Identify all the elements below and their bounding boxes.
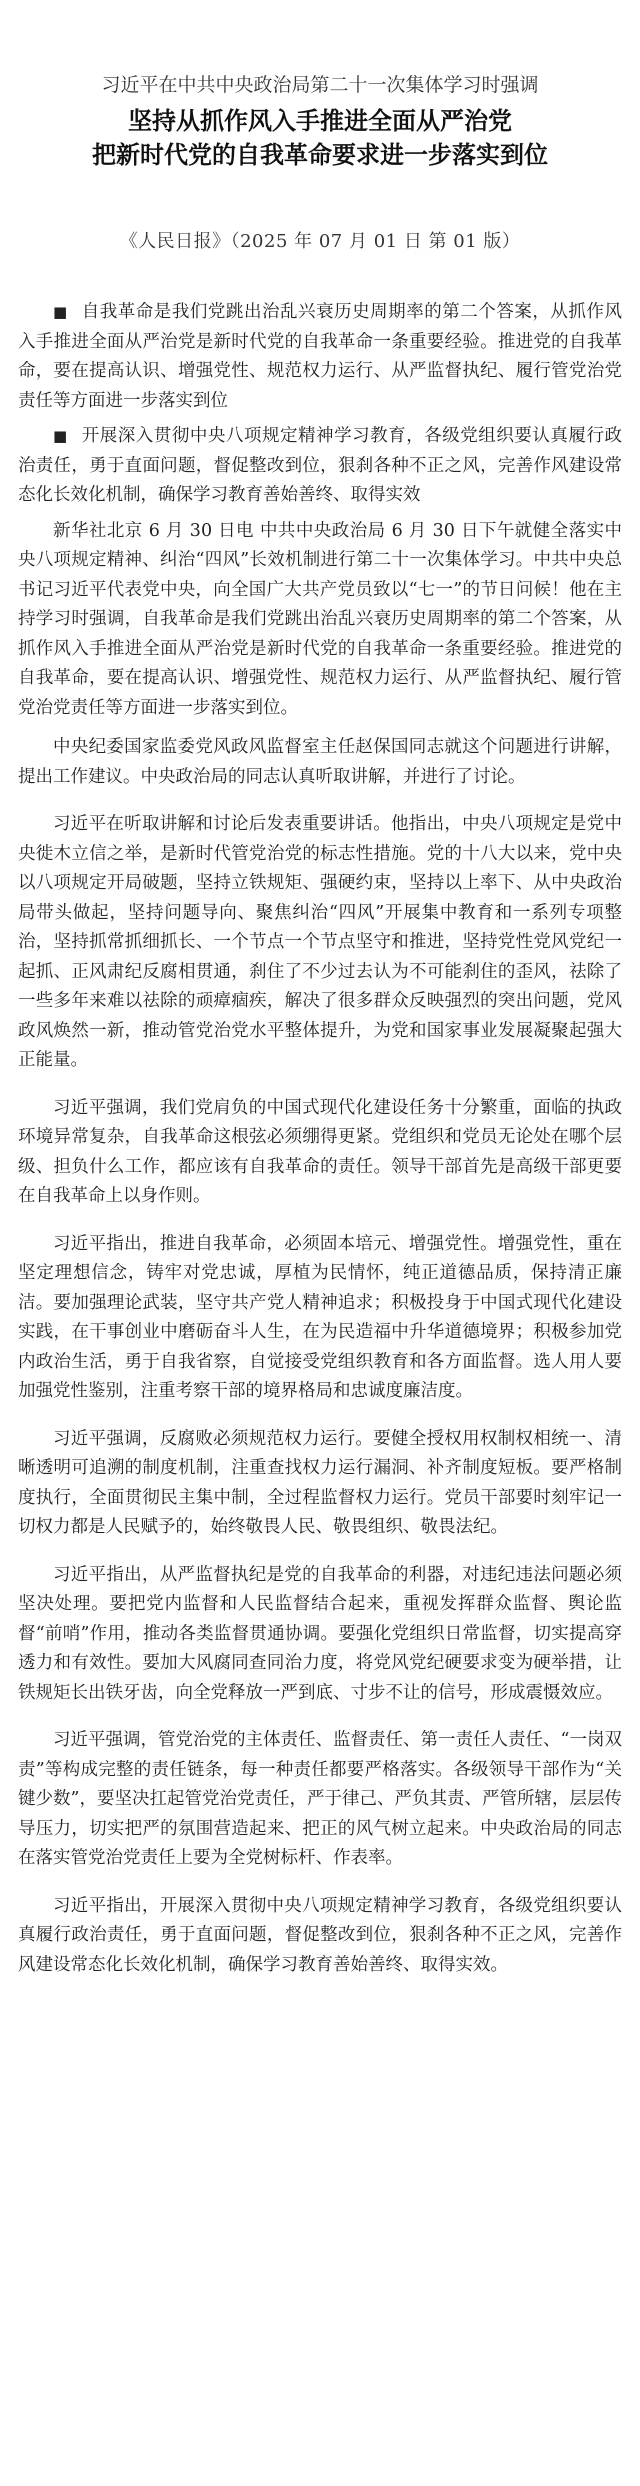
article-source: 《人民日报》（2025 年 07 月 01 日 第 01 版） xyxy=(119,231,521,252)
headline-line-2: 把新时代党的自我革命要求进一步落实到位 xyxy=(92,140,548,169)
body-paragraph: 习近平强调，反腐败必须规范权力运行。要健全授权用权制权相统一、清晰透明可追溯的制度机制，注重查找权力运行漏洞、补齐制度短板。要严格制度执行，全面贯彻民主集中制，全过程监督权力运行。党员干部要时刻牢记一切权力都是人民赋予的，始终敬畏人民、敬畏组织、敬畏法纪。 xyxy=(18,1428,622,1537)
article-kicker: 习近平在中共中央政治局第二十一次集体学习时强调 xyxy=(101,74,539,96)
summary-item xyxy=(18,298,622,416)
summary-text: 开展深入贯彻中央八项规定精神学习教育，各级党组织要认真履行政治责任，勇于直面问题，督促整改到位，狠刹各种不正之风，完善作风建设常态化长效化机制，确保学习教育善始善终、取得实效 xyxy=(18,426,622,505)
headline-line-1: 坚持从抓作风入手推进全面从严治党 xyxy=(128,106,512,135)
body-paragraph: 习近平指出，开展深入贯彻中央八项规定精神学习教育，各级党组织要认真履行政治责任，勇于直面问题，督促整改到位，狠刹各种不正之风，完善作风建设常态化长效化机制，确保学习教育善始善终、取得实效。 xyxy=(18,1895,622,1975)
article-body xyxy=(18,517,622,1981)
article-headline xyxy=(18,104,622,172)
body-paragraph: 习近平指出，从严监督执纪是党的自我革命的利器，对违纪违法问题必须坚决处理。要把党内监督和人民监督结合起来，重视发挥群众监督、舆论监督“前哨”作用，推动各类监督贯通协调。要强化党组织日常监督，切实提高穿透力和有效性。要加大风腐同查同治力度，将党风党纪硬要求变为硬举措，让铁规矩长出铁牙齿，向全党释放一严到底、寸步不让的信号，形成震慑效应。 xyxy=(18,1564,622,1703)
square-bullet-icon: ■ xyxy=(53,303,68,321)
body-paragraph: 中央纪委国家监委党风政风监督室主任赵保国同志就这个问题进行讲解，提出工作建议。中央政治局的同志认真听取讲解，并进行了讨论。 xyxy=(18,737,622,787)
body-paragraph: 习近平在听取讲解和讨论后发表重要讲话。他指出，中央八项规定是党中央徙木立信之举，是新时代管党治党的标志性措施。党的十八大以来，党中央以八项规定开局破题，坚持立铁规矩、强硬约束，坚持以上率下、从中央政治局带头做起，坚持问题导向、聚焦纠治“四风”开展集中教育和一系列专项整治，坚持抓常抓细抓长、一个节点一个节点坚守和推进，坚持党性党风党纪一起抓、正风肃纪反腐相贯通，刹住了不少过去认为不可能刹住的歪风，祛除了一些多年来难以祛除的顽瘴痼疾，解决了很多群众反映强烈的突出问题，党风政风焕然一新，推动管党治党水平整体提升，为党和国家事业发展凝聚起强大正能量。 xyxy=(18,814,622,1070)
body-paragraph: 新华社北京 6 月 30 日电 中共中央政治局 6 月 30 日下午就健全落实中央八项规定精神、纠治“四风”长效机制进行第二十一次集体学习。中共中央总书记习近平代表党中央，向全国广大共产党员致以“七一”的节日问候！他在主持学习时强调，自我革命是我们党跳出治乱兴衰历史周期率的第二个答案，从抓作风入手推进全面从严治党是新时代党的自我革命一条重要经验。推进党的自我革命，要在提高认识、增强党性、规范权力运行、从严监督执纪、履行管党治党责任等方面进一步落实到位。 xyxy=(18,520,622,718)
article-summary xyxy=(18,298,622,511)
body-paragraph: 习近平强调，管党治党的主体责任、监督责任、第一责任人责任、“一岗双责”等构成完整的责任链条，每一种责任都要严格落实。各级领导干部作为“关键少数”，要坚决扛起管党治党责任，严于律己、严负其责、严管所辖，层层传导压力，切实把严的氛围营造起来、把正的风气树立起来。中央政治局的同志在落实管党治党责任上要为全党树标杆、作表率。 xyxy=(18,1730,622,1868)
body-paragraph: 习近平强调，我们党肩负的中国式现代化建设任务十分繁重，面临的执政环境异常复杂，自我革命这根弦必须绷得更紧。党组织和党员无论处在哪个层级、担负什么工作，都应该有自我革命的责任。领导干部首先是高级干部更要在自我革命上以身作则。 xyxy=(18,1097,622,1206)
body-paragraph: 习近平指出，推进自我革命，必须固本培元、增强党性。增强党性，重在坚定理想信念，铸牢对党忠诚，厚植为民情怀，纯正道德品质，保持清正廉洁。要加强理论武装，坚守共产党人精神追求；积极投身于中国式现代化建设实践，在干事创业中磨砺奋斗人生，在为民造福中升华道德境界；积极参加党内政治生活，勇于自我省察，自觉接受党组织教育和各方面监督。选人用人要加强党性鉴别，注重考察干部的境界格局和忠诚度廉洁度。 xyxy=(18,1233,622,1401)
summary-text: 自我革命是我们党跳出治乱兴衰历史周期率的第二个答案，从抓作风入手推进全面从严治党是新时代党的自我革命一条重要经验。推进党的自我革命，要在提高认识、增强党性、规范权力运行、从严监督执纪、履行管党治党责任等方面进一步落实到位 xyxy=(18,302,622,411)
square-bullet-icon: ■ xyxy=(53,427,68,445)
summary-item xyxy=(18,422,622,511)
